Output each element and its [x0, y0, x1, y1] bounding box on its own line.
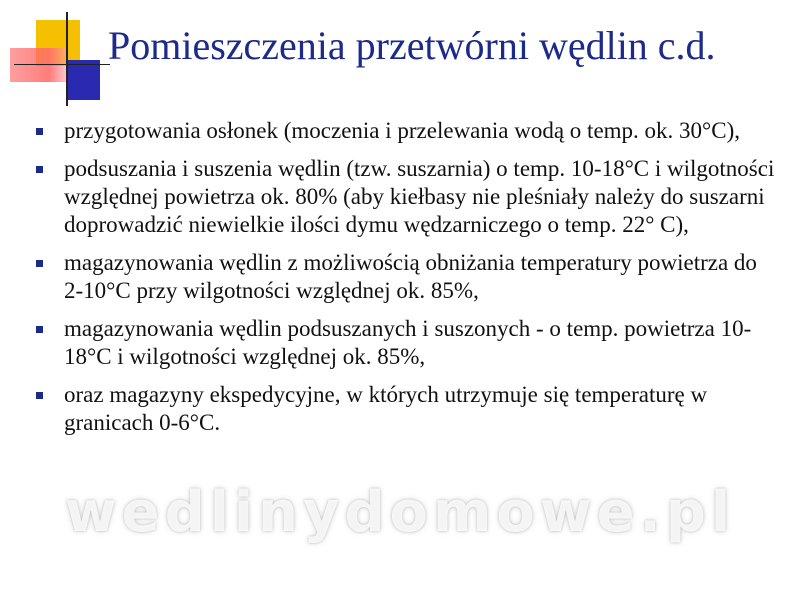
bullet-item	[36, 117, 776, 145]
deco-blue-square	[66, 60, 100, 100]
watermark-text: wedlinydomowe.pl	[64, 480, 736, 545]
square-bullet-icon	[36, 128, 43, 135]
deco-red-square	[10, 48, 66, 82]
bullet-text: przygotowania osłonek (moczenia i przelewania wodą o temp. ok. 30°C),	[64, 118, 740, 143]
square-bullet-icon	[36, 392, 43, 399]
slide-title: Pomieszczenia przetwórni wędlin c.d.	[108, 23, 716, 68]
bullet-item	[36, 155, 776, 239]
bullet-text: oraz magazyny ekspedycyjne, w których utrzymuje się temperaturę w granicach 0-6°C.	[64, 382, 708, 435]
bullet-text: magazynowania wędlin podsuszanych i suszonych - o temp. powietrza 10-18°C i wilgotności względnej ok. 85%,	[64, 316, 752, 369]
deco-horizontal-line	[14, 64, 110, 65]
bullet-item	[36, 315, 776, 371]
bullet-text: podsuszania i suszenia wędlin (tzw. suszarnia) o temp. 10-18°C i wilgotności względnej powietrza ok. 80% (aby kiełbasy nie pleśniały należy do suszarni doprowadzić niewielkie ilości dymu wędzarniczego o temp. 22° C),	[64, 156, 775, 237]
square-bullet-icon	[36, 260, 43, 267]
bullet-list	[36, 117, 776, 447]
bullet-item	[36, 381, 776, 437]
bullet-text: magazynowania wędlin z możliwością obniżania temperatury powietrza do 2-10°C przy wilgotności względnej ok. 85%,	[64, 250, 757, 303]
corner-decoration	[0, 0, 110, 110]
square-bullet-icon	[36, 326, 43, 333]
bullet-item	[36, 249, 776, 305]
deco-vertical-line	[66, 12, 68, 106]
square-bullet-icon	[36, 166, 43, 173]
